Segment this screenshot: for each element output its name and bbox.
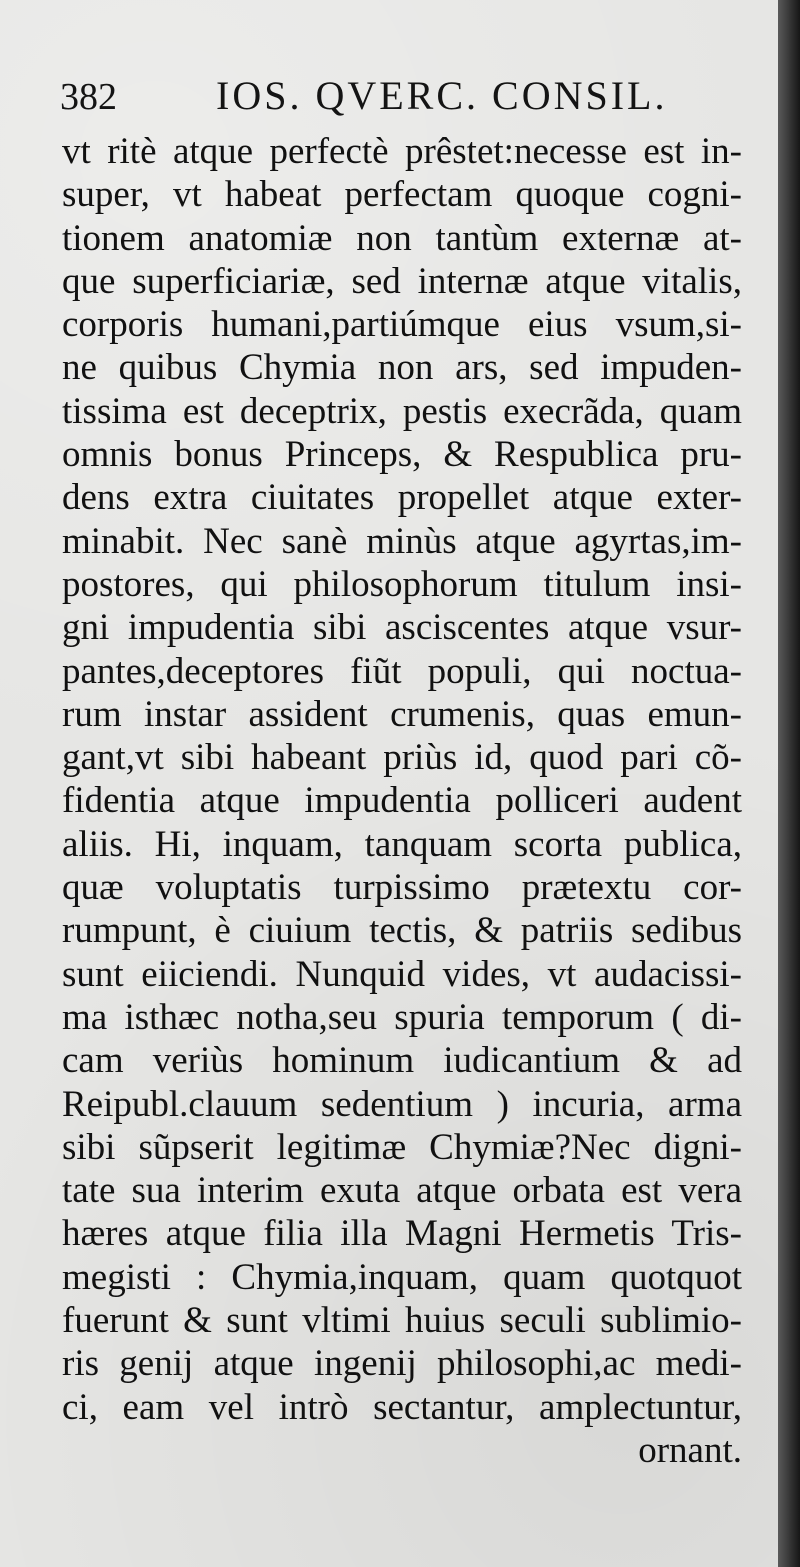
text-line: tate sua interim exuta atque orbata est vera: [62, 1170, 742, 1212]
text-line: vt ritè atque perfectè prêstet:necesse est in-: [62, 131, 742, 172]
text-line: pantes,deceptores fiũt populi, qui noctua-: [62, 650, 742, 692]
text-line: hæres atque filia illa Magni Hermetis Tris-: [62, 1213, 742, 1255]
text-line: quæ voluptatis turpissimo prætextu cor-: [62, 867, 742, 909]
text-line: gni impudentia sibi asciscentes atque vsur-: [62, 607, 742, 649]
body-text: [62, 130, 742, 1472]
text-line: super, vt habeat perfectam quoque cogni-: [62, 174, 742, 216]
text-line: dens extra ciuitates propellet atque exter-: [62, 477, 742, 519]
text-line: aliis. Hi, inquam, tanquam scorta publica,: [62, 823, 742, 865]
text-line: tissima est deceptrix, pestis execrãda, quam: [62, 390, 742, 432]
text-line: megisti : Chymia,inquam, quam quotquot: [62, 1256, 742, 1298]
text-line-final: ornant.: [638, 1429, 742, 1471]
text-line: fuerunt & sunt vltimi huius seculi sublimio-: [62, 1300, 742, 1342]
text-line: ne quibus Chymia non ars, sed impuden-: [62, 347, 742, 389]
page-gutter-shadow: [778, 0, 800, 1567]
text-line: sunt eiiciendi. Nunquid vides, vt audacissi-: [62, 953, 742, 995]
text-line: minabit. Nec sanè minùs atque agyrtas,im-: [62, 520, 742, 562]
text-line: rum instar assident crumenis, quas emun-: [62, 693, 742, 735]
text-line: tionem anatomiæ non tantùm externæ at-: [62, 217, 742, 259]
text-line: rumpunt, è ciuium tectis, & patriis sedibus: [62, 910, 742, 952]
running-head: [60, 66, 740, 124]
text-line: gant,vt sibi habeant priùs id, quod pari cõ-: [62, 737, 742, 779]
text-line: postores, qui philosophorum titulum insi-: [62, 563, 742, 605]
text-line: ris genij atque ingenij philosophi,ac medi-: [62, 1343, 742, 1385]
text-line: Reipubl.clauum sedentium ) incuria, arma: [62, 1083, 742, 1125]
page-number: 382: [60, 76, 117, 118]
text-line: cam veriùs hominum iudicantium & ad: [62, 1040, 742, 1082]
text-line: corporis humani,partiúmque eius vsum,si-: [62, 304, 742, 346]
text-line: omnis bonus Princeps, & Respublica pru-: [62, 434, 742, 476]
text-line: ci, eam vel intrò sectantur, amplectuntur,: [62, 1386, 742, 1428]
text-line: que superficiariæ, sed internæ atque vitalis,: [62, 260, 742, 302]
text-line: sibi sũpserit legitimæ Chymiæ?Nec digni-: [62, 1126, 742, 1168]
text-line: fidentia atque impudentia polliceri audent: [62, 780, 742, 822]
running-title: IOS. QVERC. CONSIL.: [216, 73, 668, 118]
text-line: ma isthæc notha,seu spuria temporum ( di-: [62, 996, 742, 1038]
